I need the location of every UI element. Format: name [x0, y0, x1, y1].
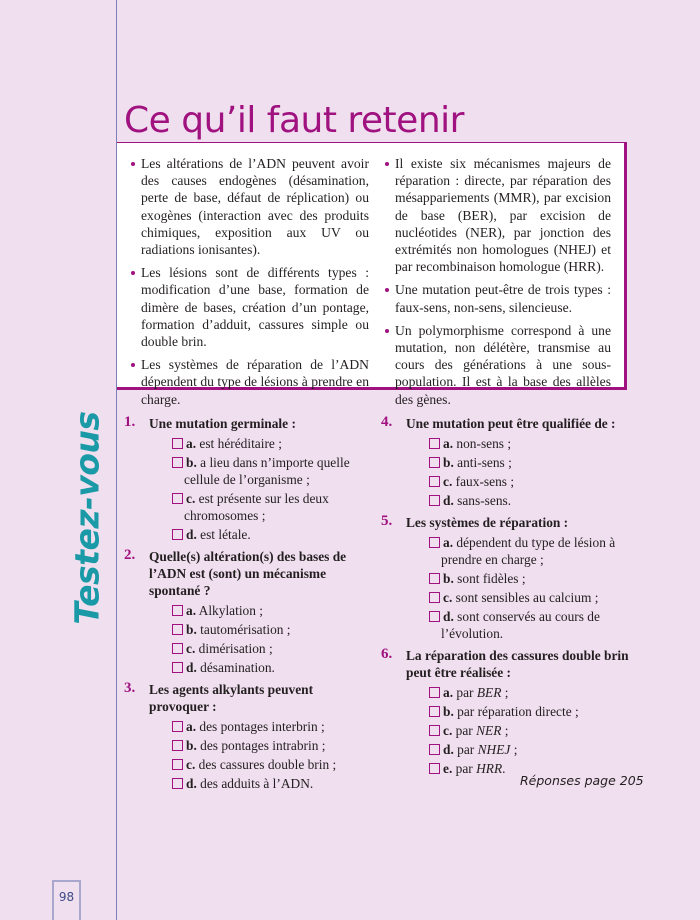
option-letter: c.	[186, 641, 196, 656]
option-text: des pontages intrabrin ;	[200, 738, 326, 753]
question-number: 4.	[381, 414, 393, 430]
option-text: a lieu dans n’importe quelle cellule de l’organisme ;	[184, 455, 350, 487]
option-text: non-sens ;	[456, 436, 512, 451]
section-title: Ce qu’il faut retenir	[124, 100, 464, 141]
question-text: Une mutation germinale :	[149, 416, 296, 431]
checkbox-icon[interactable]	[429, 592, 440, 603]
option-text: anti-sens ;	[457, 455, 512, 470]
option-letter: c.	[443, 474, 453, 489]
answer-option[interactable]	[149, 775, 354, 792]
option-text: par réparation directe ;	[457, 704, 579, 719]
option-letter: b.	[186, 622, 197, 637]
answer-option[interactable]	[149, 718, 354, 735]
answer-option[interactable]	[149, 435, 354, 452]
option-text: faux-sens ;	[455, 474, 515, 489]
option-text: dimérisation ;	[198, 641, 273, 656]
answer-option[interactable]	[406, 473, 631, 490]
summary-bullet: Les lésions sont de différents types : modification d’une base, formation de dimère de bases, création d’un pontage, formation d’adduit, cassures simple ou double brin.	[129, 264, 369, 350]
bullet-icon	[385, 329, 389, 333]
answer-option[interactable]	[406, 722, 631, 739]
answer-option[interactable]	[149, 640, 354, 657]
summary-bullet: Un polymorphisme correspond à une mutation, non délétère, transmise au cours des générations à une sous-population. Il est à la base des allèles des gènes.	[383, 322, 611, 408]
page-number-box	[52, 880, 81, 920]
option-text: est présente sur les deux chromosomes ;	[184, 491, 329, 523]
option-text: est héréditaire ;	[199, 436, 282, 451]
checkbox-icon[interactable]	[172, 493, 183, 504]
option-text: des pontages interbrin ;	[199, 719, 325, 734]
option-letter: c.	[186, 491, 196, 506]
checkbox-icon[interactable]	[429, 687, 440, 698]
answer-option[interactable]	[149, 454, 354, 488]
bullet-icon	[385, 288, 389, 292]
quiz-question	[124, 681, 354, 792]
answer-option[interactable]	[406, 608, 631, 642]
option-text: Alkylation ;	[198, 603, 264, 618]
checkbox-icon[interactable]	[429, 611, 440, 622]
checkbox-icon[interactable]	[172, 721, 183, 732]
summary-bullet: Les systèmes de réparation de l’ADN dépendent du type de lésions à prendre en charge.	[129, 356, 369, 408]
quiz-left-column	[124, 415, 354, 797]
bullet-icon	[385, 162, 389, 166]
summary-bullet: Une mutation peut-être de trois types : faux-sens, non-sens, silencieuse.	[383, 281, 611, 315]
option-text: par NHEJ ;	[457, 742, 518, 757]
checkbox-icon[interactable]	[172, 529, 183, 540]
option-text: par HRR.	[455, 761, 506, 776]
checkbox-icon[interactable]	[429, 457, 440, 468]
checkbox-icon[interactable]	[172, 759, 183, 770]
option-letter: b.	[443, 571, 454, 586]
option-letter: e.	[443, 761, 453, 776]
option-text: des adduits à l’ADN.	[200, 776, 314, 791]
question-text: Une mutation peut être qualifiée de :	[406, 416, 616, 431]
checkbox-icon[interactable]	[172, 624, 183, 635]
option-text: sont conservés au cours de l’évolution.	[441, 609, 600, 641]
option-letter: b.	[443, 455, 454, 470]
checkbox-icon[interactable]	[429, 573, 440, 584]
option-letter: a.	[443, 535, 454, 550]
option-letter: d.	[443, 742, 454, 757]
summary-bullet: Il existe six mécanismes majeurs de réparation : directe, par réparation des mésappariements (MMR), par excision de base (BER), par excision de nucléotides (NER), par jonction des extrémités non homologues (NHEJ) et par recombinaison homologue (HRR).	[383, 155, 611, 275]
checkbox-icon[interactable]	[429, 744, 440, 755]
bullet-icon	[131, 363, 135, 367]
answer-option[interactable]	[149, 490, 354, 524]
page-number: 98	[58, 890, 75, 904]
option-letter: d.	[186, 527, 197, 542]
answer-option[interactable]	[149, 621, 354, 638]
quiz-question	[124, 415, 354, 543]
option-text: sans-sens.	[457, 493, 512, 508]
option-letter: c.	[443, 590, 453, 605]
option-text: dépendent du type de lésion à prendre en charge ;	[441, 535, 616, 567]
bullet-icon	[131, 271, 135, 275]
quiz-right-column	[381, 415, 631, 782]
option-letter: d.	[186, 776, 197, 791]
summary-right-column	[383, 155, 611, 414]
answer-option[interactable]	[406, 534, 631, 568]
quiz-question	[381, 647, 631, 777]
answer-option[interactable]	[149, 526, 354, 543]
checkbox-icon[interactable]	[172, 662, 183, 673]
option-letter: a.	[443, 685, 454, 700]
quiz-side-title: Testez-vous	[67, 411, 107, 625]
question-text: Les systèmes de réparation :	[406, 515, 569, 530]
option-text: sont fidèles ;	[457, 571, 526, 586]
answer-option[interactable]	[406, 454, 631, 471]
checkbox-icon[interactable]	[429, 763, 440, 774]
answer-option[interactable]	[149, 737, 354, 754]
bullet-icon	[131, 162, 135, 166]
option-text: sont sensibles au calcium ;	[455, 590, 599, 605]
option-text: tautomérisation ;	[200, 622, 291, 637]
checkbox-icon[interactable]	[172, 457, 183, 468]
option-text: est létale.	[200, 527, 251, 542]
option-letter: b.	[186, 738, 197, 753]
option-text: des cassures double brin ;	[198, 757, 337, 772]
checkbox-icon[interactable]	[172, 643, 183, 654]
checkbox-icon[interactable]	[172, 605, 183, 616]
checkbox-icon[interactable]	[172, 438, 183, 449]
option-letter: c.	[186, 757, 196, 772]
answer-option[interactable]	[149, 756, 354, 773]
question-text: Les agents alkylants peuvent provoquer :	[149, 682, 314, 714]
margin-rule	[116, 0, 117, 920]
option-letter: d.	[186, 660, 197, 675]
question-number: 1.	[124, 414, 136, 430]
option-letter: a.	[186, 719, 197, 734]
option-text: par BER ;	[456, 685, 509, 700]
summary-bullet: Les altérations de l’ADN peuvent avoir des causes endogènes (désamination, perte de base, défaut de réplication) ou exogènes (interaction avec des produits chimiques, exposition aux UV ou radiations ionisantes).	[129, 155, 369, 258]
option-letter: a.	[186, 436, 197, 451]
summary-left-column	[129, 155, 369, 414]
answer-option[interactable]	[406, 570, 631, 587]
checkbox-icon[interactable]	[429, 706, 440, 717]
option-letter: b.	[186, 455, 197, 470]
option-letter: d.	[443, 493, 454, 508]
checkbox-icon[interactable]	[172, 740, 183, 751]
option-letter: b.	[443, 704, 454, 719]
answer-option[interactable]	[406, 492, 631, 509]
answer-option[interactable]	[406, 741, 631, 758]
answers-reference: Réponses page 205	[520, 773, 644, 788]
question-text: Quelle(s) altération(s) des bases de l’ADN est (sont) un mécanisme spontané ?	[149, 549, 347, 598]
answer-option[interactable]	[149, 659, 354, 676]
answer-option[interactable]	[406, 435, 631, 452]
quiz-question	[381, 514, 631, 642]
option-text: désamination.	[200, 660, 275, 675]
question-text: La réparation des cassures double brin peut être réalisée :	[406, 648, 629, 680]
quiz-question	[124, 548, 354, 676]
checkbox-icon[interactable]	[429, 438, 440, 449]
quiz-question	[381, 415, 631, 509]
checkbox-icon[interactable]	[429, 537, 440, 548]
option-text: par NER ;	[455, 723, 509, 738]
option-letter: a.	[186, 603, 197, 618]
checkbox-icon[interactable]	[429, 476, 440, 487]
answer-option[interactable]	[406, 703, 631, 720]
answer-option[interactable]	[406, 684, 631, 701]
question-number: 5.	[381, 513, 393, 529]
answer-option[interactable]	[406, 589, 631, 606]
question-number: 3.	[124, 680, 136, 696]
option-letter: c.	[443, 723, 453, 738]
question-number: 2.	[124, 547, 136, 563]
question-number: 6.	[381, 646, 393, 662]
checkbox-icon[interactable]	[429, 725, 440, 736]
checkbox-icon[interactable]	[172, 778, 183, 789]
option-letter: a.	[443, 436, 454, 451]
checkbox-icon[interactable]	[429, 495, 440, 506]
summary-box	[117, 142, 627, 407]
option-letter: d.	[443, 609, 454, 624]
answer-option[interactable]	[149, 602, 354, 619]
